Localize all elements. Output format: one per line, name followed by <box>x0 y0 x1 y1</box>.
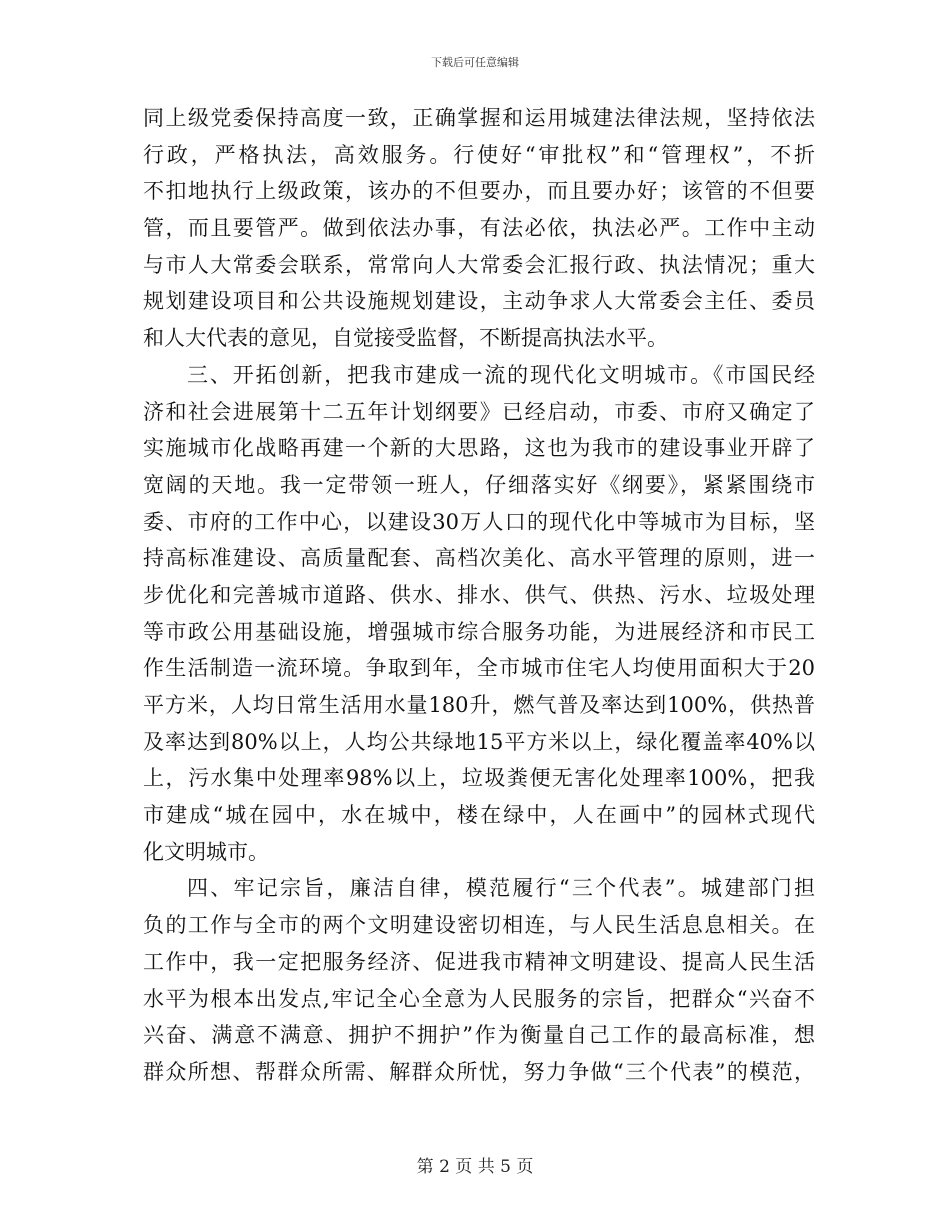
text-line: 和人大代表的意见，自觉接受监督，不断提高执法水平。 <box>143 326 668 351</box>
text-line: 四、牢记宗旨，廉洁自律，模范履行“三个代表”。城建部门担 <box>187 876 815 901</box>
text-line: 负的工作与全市的两个文明建设密切相连，与人民生活息息相关。在 <box>143 913 815 938</box>
text-line: 化文明城市。 <box>143 839 269 864</box>
text-line: 同上级党委保持高度一致，正确掌握和运用城建法律法规，坚持依法 <box>143 106 815 130</box>
text-line: 与市人大常委会联系，常常向人大常委会汇报行政、执法情况；重大 <box>143 252 815 277</box>
text-line: 市建成“城在园中，水在城中，楼在绿中，人在画中”的园林式现代 <box>143 803 815 828</box>
text-line: 上，污水集中处理率98%以上，垃圾粪便无害化处理率100%，把我 <box>143 766 815 791</box>
text-line: 规划建设项目和公共设施规划建设，主动争求人大常委会主任、委员 <box>143 289 815 314</box>
text-line: 步优化和完善城市道路、供水、排水、供气、供热、污水、垃圾处理 <box>143 582 815 607</box>
text-line: 平方米，人均日常生活用水量180升，燃气普及率达到100%，供热普 <box>143 693 815 717</box>
text-line: 作生活制造一流环境。争取到年，全市城市住宅人均使用面积大于20 <box>143 656 815 681</box>
text-line: 实施城市化战略再建一个新的大思路，这也为我市的建设事业开辟了 <box>143 436 815 461</box>
text-line: 委、市府的工作中心，以建设30万人口的现代化中等城市为目标，坚 <box>143 509 815 534</box>
text-line: 群众所想、帮群众所需、解群众所忧，努力争做“三个代表”的模范， <box>143 1059 815 1084</box>
header-note: 下载后可任意编辑 <box>431 56 519 69</box>
text-line: 持高标准建设、高质量配套、高档次美化、高水平管理的原则，进一 <box>143 546 815 571</box>
text-line: 管，而且要管严。做到依法办事，有法必依，执法必严。工作中主动 <box>143 216 815 241</box>
text-line: 等市政公用基础设施，增强城市综合服务功能，为进展经济和市民工 <box>143 619 815 644</box>
text-line: 水平为根本出发点,牢记全心全意为人民服务的宗旨，把群众“兴奋不 <box>143 986 815 1011</box>
page-number-footer: 第 2 页 共 5 页 <box>416 1157 534 1177</box>
text-line: 工作中，我一定把服务经济、促进我市精神文明建设、提高人民生活 <box>143 949 815 974</box>
text-line: 济和社会进展第十二五年计划纲要》已经启动，市委、市府又确定了 <box>143 399 815 424</box>
text-line: 行政，严格执法，高效服务。行使好“审批权”和“管理权”，不折 <box>143 142 815 167</box>
body-text <box>143 100 815 1091</box>
text-line: 兴奋、满意不满意、拥护不拥护”作为衡量自己工作的最高标准，想 <box>143 1023 815 1048</box>
text-line: 及率达到80%以上，人均公共绿地15平方米以上，绿化覆盖率40%以 <box>143 729 815 754</box>
text-line: 三、开拓创新，把我市建成一流的现代化文明城市。《市国民经 <box>187 362 815 387</box>
text-line: 不扣地执行上级政策，该办的不但要办，而且要办好；该管的不但要 <box>143 179 815 204</box>
text-line: 宽阔的天地。我一定带领一班人，仔细落实好《纲要》，紧紧围绕市 <box>143 472 815 497</box>
